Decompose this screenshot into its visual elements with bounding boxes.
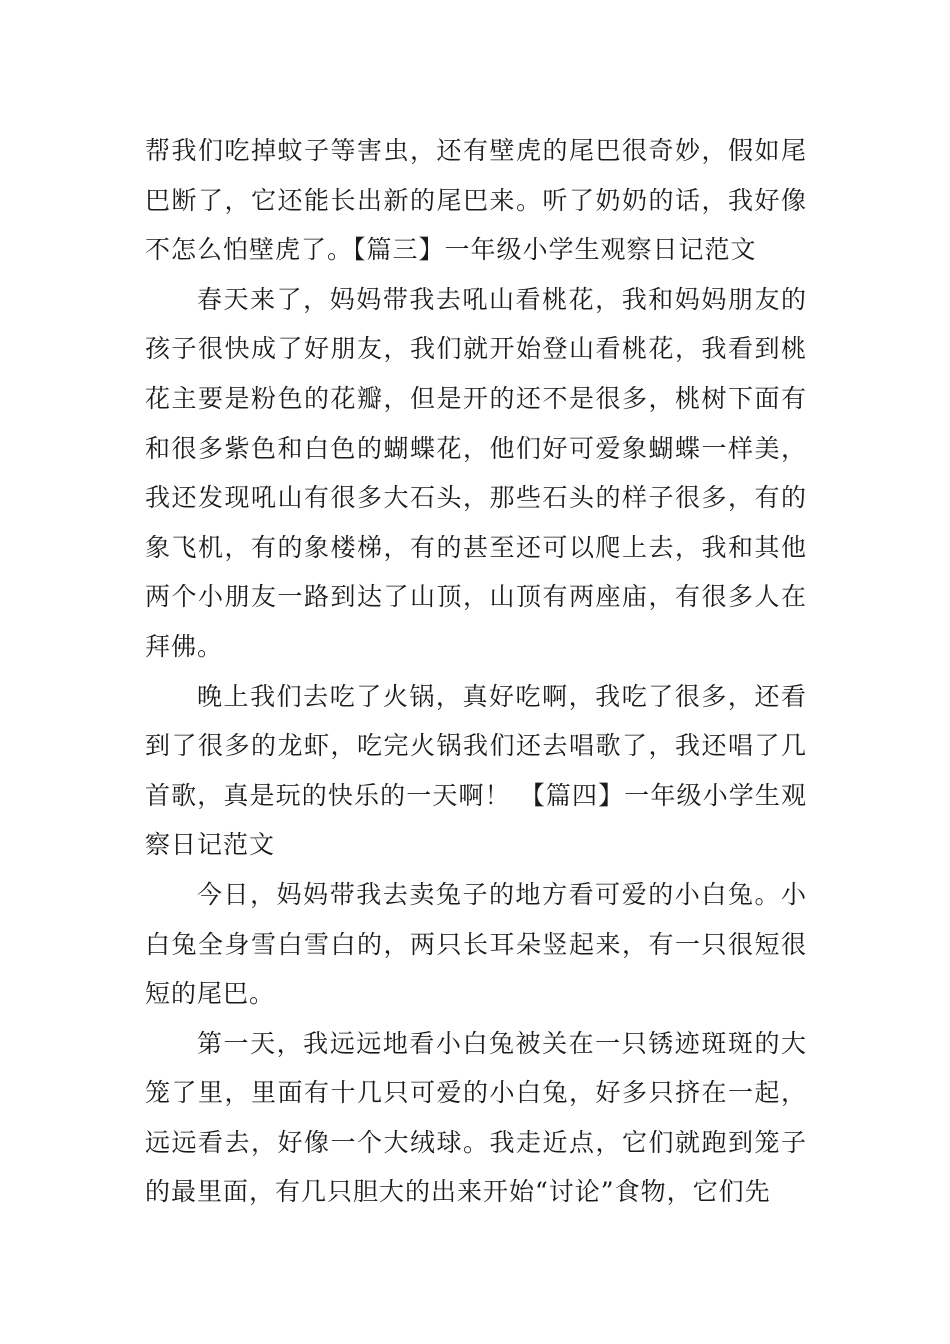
document-page <box>145 126 807 1217</box>
paragraph-4: 今日，妈妈带我去卖兔子的地方看可爱的小白兔。小白兔全身雪白雪白的，两只长耳朵竖起来，有一只很短很短的尾巴。 <box>145 879 807 1009</box>
paragraph-3: 晚上我们去吃了火锅，真好吃啊，我吃了很多，还看到了很多的龙虾，吃完火锅我们还去唱歌了，我还唱了几首歌，真是玩的快乐的一天啊！ 【篇四】一年级小学生观察日记范文 <box>145 681 807 860</box>
paragraph-2: 春天来了，妈妈带我去吼山看桃花，我和妈妈朋友的孩子很快成了好朋友，我们就开始登山看桃花，我看到桃花主要是粉色的花瓣，但是开的还不是很多，桃树下面有和很多紫色和白色的蝴蝶花，他们好可爱象蝴蝶一样美，我还发现吼山有很多大石头，那些石头的样子很多，有的象飞机，有的象楼梯，有的甚至还可以爬上去，我和其他两个小朋友一路到达了山顶，山顶有两座庙，有很多人在拜佛。 <box>145 284 807 661</box>
paragraph-1: 帮我们吃掉蚊子等害虫，还有壁虎的尾巴很奇妙，假如尾巴断了，它还能长出新的尾巴来。听了奶奶的话，我好像不怎么怕壁虎了。【篇三】一年级小学生观察日记范文 <box>145 136 807 265</box>
paragraph-5: 第一天，我远远地看小白兔被关在一只锈迹斑斑的大笼了里，里面有十几只可爱的小白兔，好多只挤在一起，远远看去，好像一个大绒球。我走近点，它们就跑到笼子的最里面，有几只胆大的出来开始“讨论”食物，它们先 <box>145 1028 807 1207</box>
